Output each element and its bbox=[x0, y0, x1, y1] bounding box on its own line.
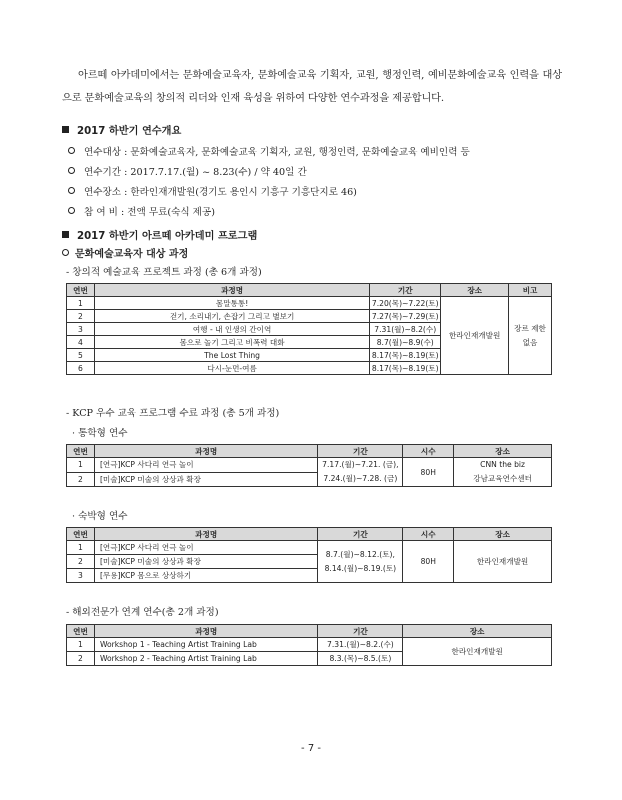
circle-bullet-icon bbox=[68, 167, 75, 174]
program-subheading: 문화예술교육자 대상 과정 bbox=[62, 245, 188, 260]
page-number: - 7 - bbox=[301, 743, 321, 754]
table-row: 4 몸으로 놀기 그리고 비폭력 대화 8.7(월)~8.9(수) bbox=[67, 336, 552, 349]
square-bullet-icon bbox=[62, 126, 69, 133]
table-row: 2 [미술]KCP 미술의 상상과 확장 bbox=[67, 472, 552, 487]
table1-note: 장르 제한 없음 bbox=[509, 297, 552, 375]
table-row: 6 다시-눈먼-여름 8.17(목)~8.19(토) bbox=[67, 362, 552, 375]
table-header-row: 연번 과정명 기간 장소 비고 bbox=[67, 284, 552, 297]
list-item: 연수기간 : 2017.7.17.(월) ~ 8.23(수) / 약 40일 간 bbox=[62, 163, 582, 183]
kcp-caption: - KCP 우수 교육 프로그램 수료 과정 (총 5개 과정) bbox=[66, 408, 280, 419]
table3-place: 한라인재개발원 bbox=[454, 541, 552, 583]
overview-heading bbox=[62, 122, 181, 137]
circle-bullet-icon bbox=[68, 187, 75, 194]
table3-hours: 80H bbox=[403, 541, 454, 583]
table-row: 2 [미술]KCP 미술의 상상과 확장 bbox=[67, 555, 552, 569]
circle-bullet-icon bbox=[68, 207, 75, 214]
intro-text: 아르떼 아카데미에서는 문화예술교육자, 문화예술교육 기획자, 교원, 행정인력, 예비문화예술교육 인력을 대상으로 문화예술교육의 창의적 리더와 인재 육성을 위하여 다양한 연수과정을 제공합니다. bbox=[62, 70, 562, 104]
table2-period: 7.17.(월)~7.21. (금), 7.24.(월)~7.28. (금) bbox=[318, 458, 403, 487]
table-row: 5 The Lost Thing 8.17(목)~8.19(토) bbox=[67, 349, 552, 362]
table-row: 1 [연극]KCP 사다리 연극 놀이 7.17.(월)~7.21. (금), 7.24.(월)~7.28. (금) 80H CNN the biz 강남교육연수센터 bbox=[67, 458, 552, 473]
table4-caption: - 해외전문가 연계 연수(총 2개 과정) bbox=[66, 607, 219, 618]
table2-place: CNN the biz 강남교육연수센터 bbox=[454, 458, 552, 487]
commute-caption: · 통학형 연수 bbox=[72, 428, 128, 439]
circle-bullet-icon bbox=[68, 147, 75, 154]
intro-paragraph bbox=[62, 64, 562, 110]
table-row: 1 [연극]KCP 사다리 연극 놀이 8.7.(월)~8.12.(토), 8.14.(월)~8.19.(토) 80H 한라인재개발원 bbox=[67, 541, 552, 555]
table4-place: 한라인재개발원 bbox=[403, 638, 552, 666]
list-item: 참 여 비 : 전액 무료(숙식 제공) bbox=[62, 203, 582, 223]
table-row: 1 몸말통통! 7.20(목)~7.22(토) 한라인재개발원 장르 제한 없음 bbox=[67, 297, 552, 310]
creative-project-table bbox=[66, 283, 552, 375]
table-row: 3 [무용]KCP 몸으로 상상하기 bbox=[67, 569, 552, 583]
table2-hours: 80H bbox=[403, 458, 454, 487]
table3-period: 8.7.(월)~8.12.(토), 8.14.(월)~8.19.(토) bbox=[318, 541, 403, 583]
table-header-row: 연번 과정명 기간 시수 장소 bbox=[67, 528, 552, 541]
circle-bullet-icon bbox=[62, 249, 69, 256]
table-header-row: 연번 과정명 기간 시수 장소 bbox=[67, 445, 552, 458]
program-title: 2017 하반기 아르떼 아카데미 프로그램 bbox=[77, 231, 258, 242]
square-bullet-icon bbox=[62, 231, 69, 238]
list-item: 연수대상 : 문화예술교육자, 문화예술교육 기획자, 교원, 행정인력, 문화예술교육 예비인력 등 bbox=[62, 143, 582, 163]
residential-course-table bbox=[66, 527, 552, 583]
program-heading bbox=[62, 227, 257, 242]
table1-caption: - 창의적 예술교육 프로젝트 과정 (총 6개 과정) bbox=[66, 267, 262, 278]
overseas-course-table bbox=[66, 624, 552, 666]
table1-place: 한라인재개발원 bbox=[441, 297, 509, 375]
table-row: 3 여행 - 내 인생의 간이역 7.31(월)~8.2(수) bbox=[67, 323, 552, 336]
commute-course-table bbox=[66, 444, 552, 487]
overview-title: 2017 하반기 연수개요 bbox=[77, 126, 182, 137]
table-row: 1 Workshop 1 - Teaching Artist Training Lab 7.31.(월)~8.2.(수) 한라인재개발원 bbox=[67, 638, 552, 652]
overview-list bbox=[62, 143, 582, 223]
table-row: 2 걷기, 소리내기, 손잡기 그리고 별보기 7.27(목)~7.29(토) bbox=[67, 310, 552, 323]
list-item: 연수장소 : 한라인재개발원(경기도 용인시 기흥구 기흥단지로 46) bbox=[62, 183, 582, 203]
residential-caption: · 숙박형 연수 bbox=[72, 511, 128, 522]
table-row: 2 Workshop 2 - Teaching Artist Training Lab 8.3.(목)~8.5.(토) bbox=[67, 652, 552, 666]
table-header-row: 연번 과정명 기간 장소 bbox=[67, 625, 552, 638]
